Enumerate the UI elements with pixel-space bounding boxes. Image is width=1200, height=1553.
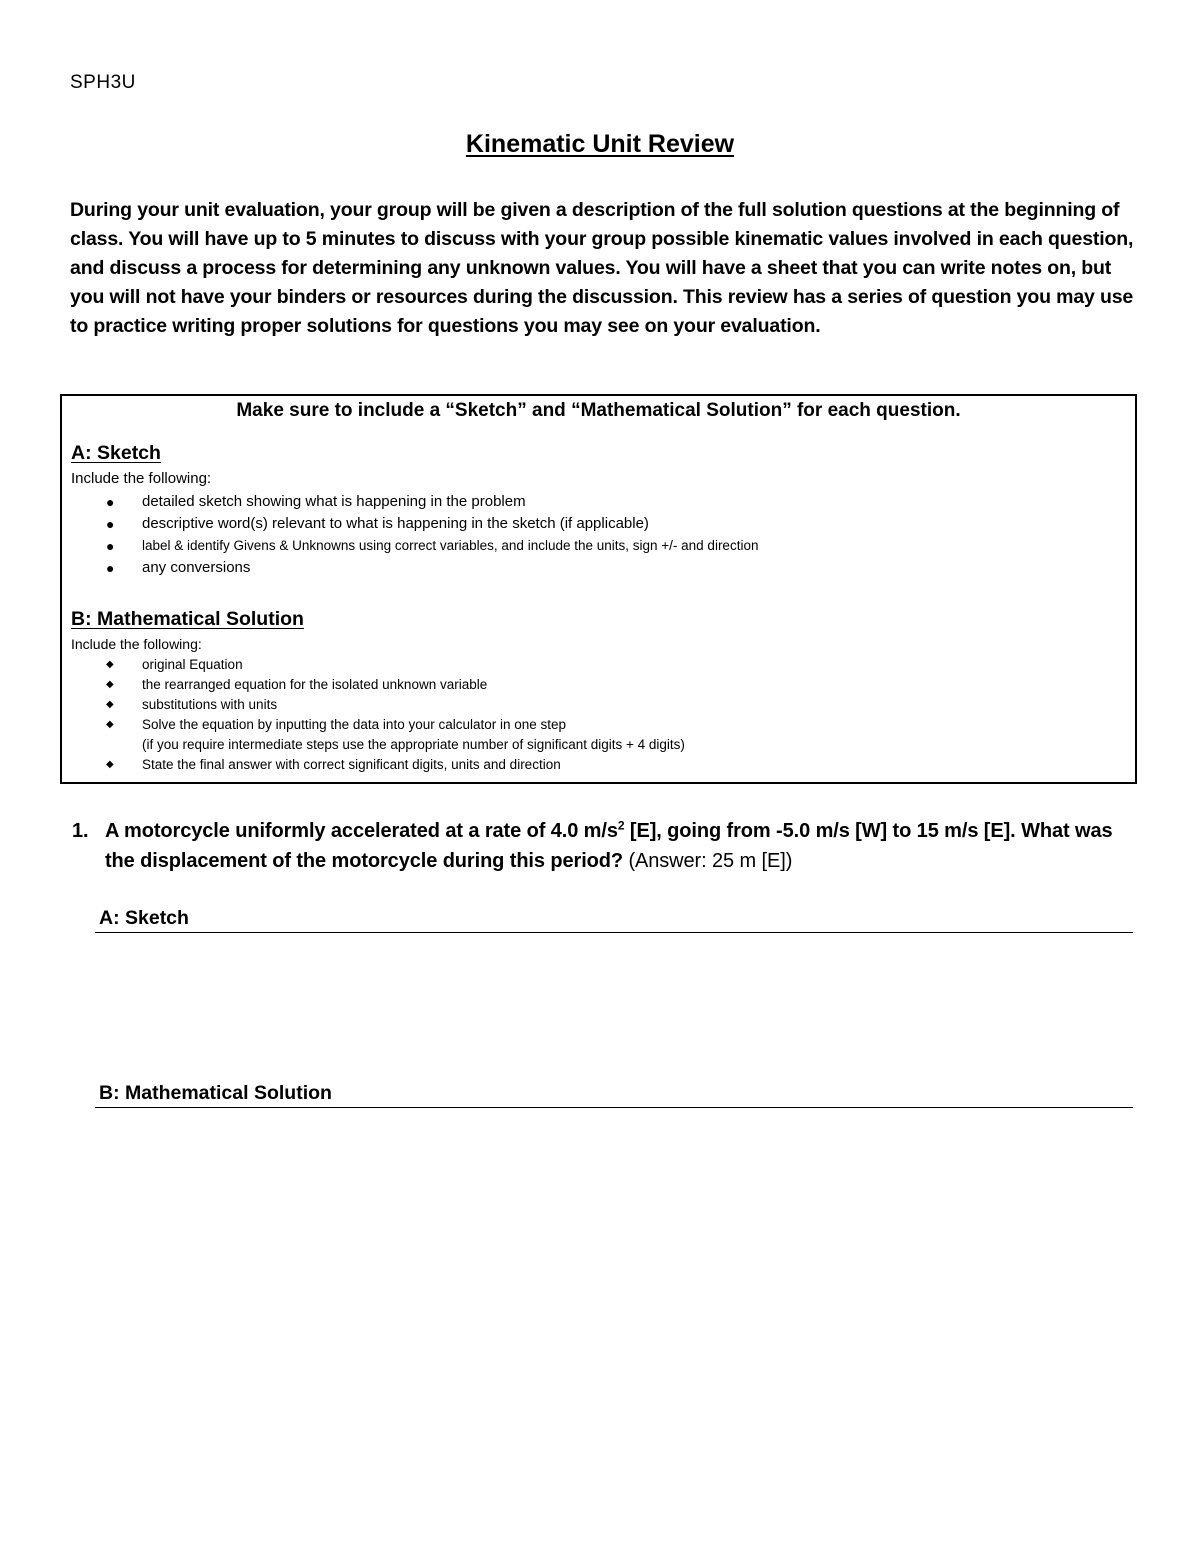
bullet-icon: ◆ <box>106 659 114 670</box>
list-item: ◆ original Equation <box>62 655 1135 675</box>
course-code: SPH3U <box>70 72 136 93</box>
bullet-icon: ◆ <box>106 679 114 690</box>
list-item-continuation: (if you require intermediate steps use the appropriate number of significant digits + 4 digits) <box>142 737 685 752</box>
bullet-icon: ● <box>106 516 115 532</box>
bullet-icon: ● <box>106 538 115 554</box>
bullet-icon: ● <box>106 494 115 510</box>
section-b-list <box>62 655 1135 775</box>
list-item: ◆ the rearranged equation for the isolated unknown variable <box>62 675 1135 695</box>
rubric-heading: Make sure to include a “Sketch” and “Mathematical Solution” for each question. <box>236 400 961 421</box>
question-1 <box>72 816 1140 876</box>
list-item: ◆ substitutions with units <box>62 695 1135 715</box>
section-a-list <box>62 491 1135 579</box>
sketch-area-heading: A: Sketch <box>95 903 1133 933</box>
intro-paragraph: During your unit evaluation, your group will be given a description of the full solution questions at the beginning of class. You will have up to 5 minutes to discuss with your group possible kinematic values involved in each question, and discuss a process for determining any unknown values. You will have a sheet that you can write notes on, but you will not have your binders or resources during the discussion. This review has a series of question you may use to practice writing proper solutions for questions you may see on your evaluation. <box>70 199 1134 337</box>
section-a-intro: Include the following: <box>71 470 212 487</box>
list-item: ● any conversions <box>62 557 1135 579</box>
bullet-icon: ◆ <box>106 699 114 710</box>
rubric-box <box>60 394 1137 784</box>
page-title: Kinematic Unit Review <box>465 130 735 158</box>
section-b-intro: Include the following: <box>71 636 202 652</box>
section-b-heading: B: Mathematical Solution <box>71 608 304 630</box>
list-item: ● descriptive word(s) relevant to what is happening in the sketch (if applicable) <box>62 513 1135 535</box>
question-number: 1. <box>72 820 89 842</box>
list-item: ◆ Solve the equation by inputting the data into your calculator in one step <box>62 715 1135 735</box>
question-text: A motorcycle uniformly accelerated at a rate of 4.0 $m/s^2$ [E], going from -5.0 m/s [W] to 15 m/s [E]. What was the displacement of the motorcycle during this period? (Answer: 25 m [E]) <box>105 818 1113 872</box>
section-a-heading: A: Sketch <box>71 442 161 464</box>
list-item: ● detailed sketch showing what is happening in the problem <box>62 491 1135 513</box>
list-item: ● label & identify Givens & Unknowns using correct variables, and include the units, sign +/- and direction <box>62 535 1135 557</box>
question-answer: (Answer: 25 m [E]) <box>623 850 793 872</box>
bullet-icon: ● <box>106 560 115 576</box>
bullet-icon: ◆ <box>106 759 114 770</box>
list-item: ◆ State the final answer with correct significant digits, units and direction <box>62 755 1135 775</box>
solution-area-heading: B: Mathematical Solution <box>95 1078 1133 1108</box>
bullet-icon: ◆ <box>106 719 114 730</box>
